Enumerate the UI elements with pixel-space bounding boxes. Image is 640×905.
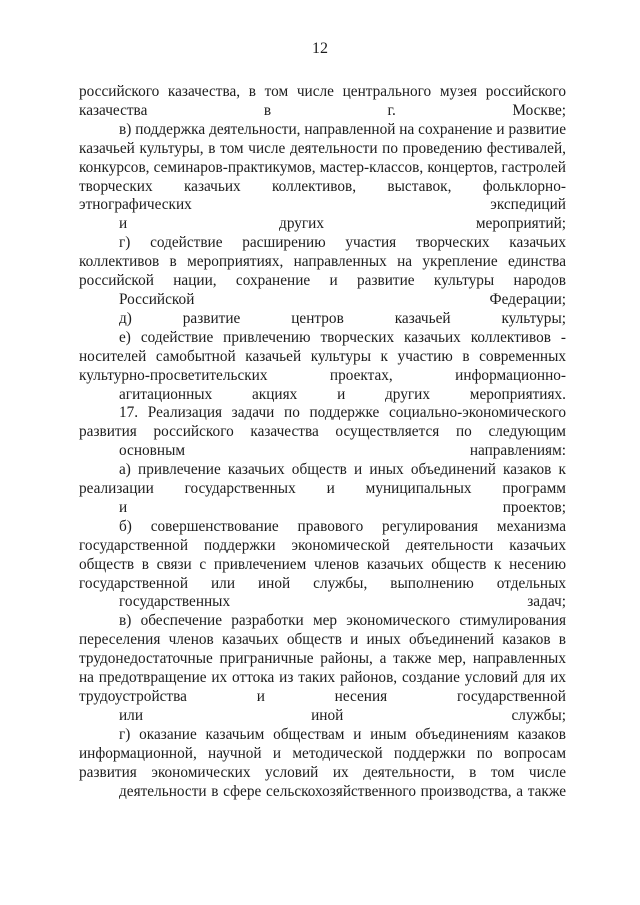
paragraph-text: е) содействие привлечению творческих казачьих коллективов - носителей самобытной казачьей культуры к участию в современных культурно-просветительских проектах, информационно- [79,328,566,384]
paragraph-text: российского казачества, в том числе центрального музея российского [79,83,566,100]
paragraph-text: 17. Реализация задачи по поддержке социально-экономического развития российского казачества осуществляется по следующим [79,404,566,441]
paragraph-section-17 [79,404,566,461]
paragraph-item-e-collectives [79,329,566,405]
paragraph-item-a-programs [79,461,566,518]
paragraph-text: в) обеспечение разработки мер экономического стимулирования переселения членов казачьих обществ и иных объединений казаков в трудонедостаточные приграничные районы, а также мер, направленных на предотвращение их оттока из таких районов, создание условий для их трудоустройства и несения государственной [79,612,566,705]
paragraph-text: г) оказание казачьим обществам и иным объединениям казаков информационной, научной и методической поддержки по вопросам развития экономических условий их деятельности, в том числе [79,725,566,781]
paragraph-text: б) совершенствование правового регулирования механизма государственной поддержки экономической деятельности казачьих обществ в связи с привлечением членов казачьих обществ к несению государственной или иной службы, выполнению отдельных [79,517,566,592]
paragraph-last-line: деятельности в сфере сельскохозяйственного производства, а также [119,782,566,800]
paragraph-last-line: казачества в г. Москве; [79,101,566,119]
paragraph-last-line: д) развитие центров казачьей культуры; [119,309,566,327]
paragraph-continuation [79,83,566,121]
paragraph-last-line: агитационных акциях и других мероприятиях. [119,385,566,403]
paragraph-text: а) привлечение казачьих обществ и иных объединений казаков к реализации государственных и муниципальных программ [79,461,566,498]
paragraph-item-b-regulation [79,518,566,613]
paragraph-item-g-participation [79,234,566,310]
document-body [79,83,566,801]
paragraph-last-line: основным направлениям: [119,442,566,460]
paragraph-last-line: или иной службы; [119,706,566,724]
paragraph-last-line: и проектов; [119,498,566,516]
paragraph-item-g-support [79,726,566,802]
paragraph-item-d-centers [79,310,566,329]
page-number: 12 [312,40,328,57]
paragraph-last-line: государственных задач; [119,593,566,611]
paragraph-last-line: и других мероприятий; [119,215,566,233]
paragraph-text: г) содействие расширению участия творческих казачьих коллективов в мероприятиях, направленных на укрепление единства российской нации, сохранение и развитие культуры народов [79,234,566,290]
paragraph-item-v-resettlement [79,612,566,725]
paragraph-last-line: Российской Федерации; [119,290,566,308]
paragraph-text: в) поддержка деятельности, направленной на сохранение и развитие казачьей культуры, в том числе деятельности по проведению фестивалей, конкурсов, семинаров-практикумов, мастер-классов, концертов, гастролей творческих казачьих коллективов, выставок, фольклорно-этнографических экспедиций [79,120,566,214]
paragraph-item-v-culture [79,121,566,234]
